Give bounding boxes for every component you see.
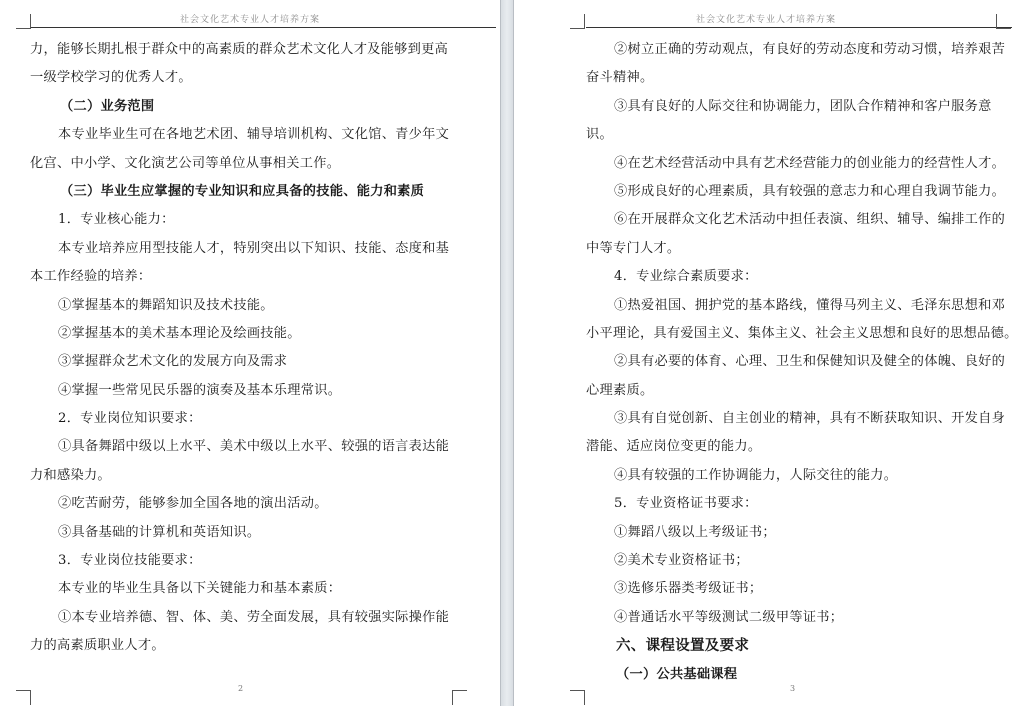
text-line: 力的高素质职业人才。 (30, 638, 165, 654)
text-line: 化宫、中小学、文化演艺公司等单位从事相关工作。 (30, 155, 341, 171)
text-line: ④掌握一些常见民乐器的演奏及基本乐理常识。 (58, 382, 342, 398)
text-line: 2．专业岗位知识要求： (58, 411, 202, 427)
crop-mark-bottom-right (452, 690, 467, 705)
page-header-title: 社会文化艺术专业人才培养方案 (179, 15, 320, 25)
crop-mark-top-left (16, 14, 31, 29)
text-line: ①舞蹈八级以上考级证书； (614, 524, 776, 540)
text-line: ④普通话水平等级测试二级甲等证书； (614, 609, 844, 625)
page-body-text (30, 36, 496, 661)
text-line: ②美术专业资格证书； (614, 553, 749, 569)
text-line: ②吃苦耐劳，能够参加全国各地的演出活动。 (58, 496, 328, 512)
text-line: 小平理论，具有爱国主义、集体主义、社会主义思想和良好的思想品德。 (586, 325, 1018, 341)
text-line: ⑤形成良好的心理素质，具有较强的意志力和心理自我调节能力。 (614, 183, 1006, 199)
text-line: ⑥在开展群众文化艺术活动中担任表演、组织、辅导、编排工作的 (614, 212, 1006, 228)
text-line: ①本专业培养德、智、体、美、劳全面发展，具有较强实际操作能 (58, 609, 450, 625)
text-line: ④在艺术经营活动中具有艺术经营能力的创业能力的经营性人才。 (614, 155, 1006, 171)
text-line: ④具有较强的工作协调能力，人际交往的能力。 (614, 467, 898, 483)
page-number: 2 (238, 684, 244, 693)
header-rule (30, 27, 496, 28)
text-line: 中等专门人才。 (586, 240, 681, 256)
document-page-left (0, 0, 500, 706)
text-line: 一级学校学习的优秀人才。 (30, 70, 192, 86)
text-line: ①具备舞蹈中级以上水平、美术中级以上水平、较强的语言表达能 (58, 439, 450, 455)
page-separator (500, 0, 514, 706)
text-line: 力和感染力。 (30, 467, 111, 483)
text-line: ③掌握群众艺术文化的发展方向及需求 (58, 354, 288, 370)
text-line: ③具有良好的人际交往和协调能力，团队合作精神和客户服务意 (614, 98, 992, 114)
text-line: ③具备基础的计算机和英语知识。 (58, 524, 261, 540)
text-line: 本专业毕业生可在各地艺术团、辅导培训机构、文化馆、青少年文 (58, 127, 450, 143)
text-line: 1．专业核心能力： (58, 212, 175, 228)
crop-mark-top-right (996, 14, 1011, 29)
text-line: ②树立正确的劳动观点，有良好的劳动态度和劳动习惯，培养艰苦 (614, 42, 1006, 57)
text-line: ①热爱祖国、拥护党的基本路线，懂得马列主义、毛泽东思想和邓 (614, 297, 1006, 313)
text-line: 5．专业资格证书要求： (614, 496, 758, 512)
header-rule (586, 27, 1012, 28)
text-line: 本专业的毕业生具备以下关键能力和基本素质： (58, 581, 342, 597)
text-line: 潜能、适应岗位变更的能力。 (586, 439, 762, 455)
section-heading: （一）公共基础课程 (616, 666, 738, 682)
text-line: 识。 (586, 127, 613, 143)
text-line: 本专业培养应用型技能人才，特别突出以下知识、技能、态度和基 (58, 240, 450, 256)
text-line: 奋斗精神。 (586, 70, 654, 86)
text-line: ②具有必要的体育、心理、卫生和保健知识及健全的体魄、良好的 (614, 354, 1006, 370)
text-line: 3．专业岗位技能要求： (58, 553, 202, 569)
crop-mark-bottom-left (570, 690, 585, 705)
document-page-right (514, 0, 1018, 706)
page-header-title: 社会文化艺术专业人才培养方案 (695, 15, 836, 25)
section-heading: 六、课程设置及要求 (616, 637, 750, 655)
section-heading: （三）毕业生应掌握的专业知识和应具备的技能、能力和素质 (60, 183, 425, 199)
text-line: ②掌握基本的美术基本理论及绘画技能。 (58, 325, 301, 341)
text-line: ③选修乐器类考级证书； (614, 581, 763, 597)
text-line: 心理素质。 (586, 382, 654, 398)
crop-mark-bottom-left (16, 690, 31, 705)
text-line: 本工作经验的培养： (30, 269, 152, 285)
text-line: 4．专业综合素质要求： (614, 269, 758, 285)
page-number: 3 (790, 684, 796, 693)
text-line: 力，能够长期扎根于群众中的高素质的群众艺术文化人才及能够到更高 (30, 42, 449, 57)
page-body-text (586, 36, 1016, 689)
text-line: ③具有自觉创新、自主创业的精神，具有不断获取知识、开发自身 (614, 411, 1006, 427)
text-line: ①掌握基本的舞蹈知识及技术技能。 (58, 297, 274, 313)
crop-mark-top-left (570, 14, 585, 29)
section-heading: （二）业务范围 (60, 98, 155, 114)
